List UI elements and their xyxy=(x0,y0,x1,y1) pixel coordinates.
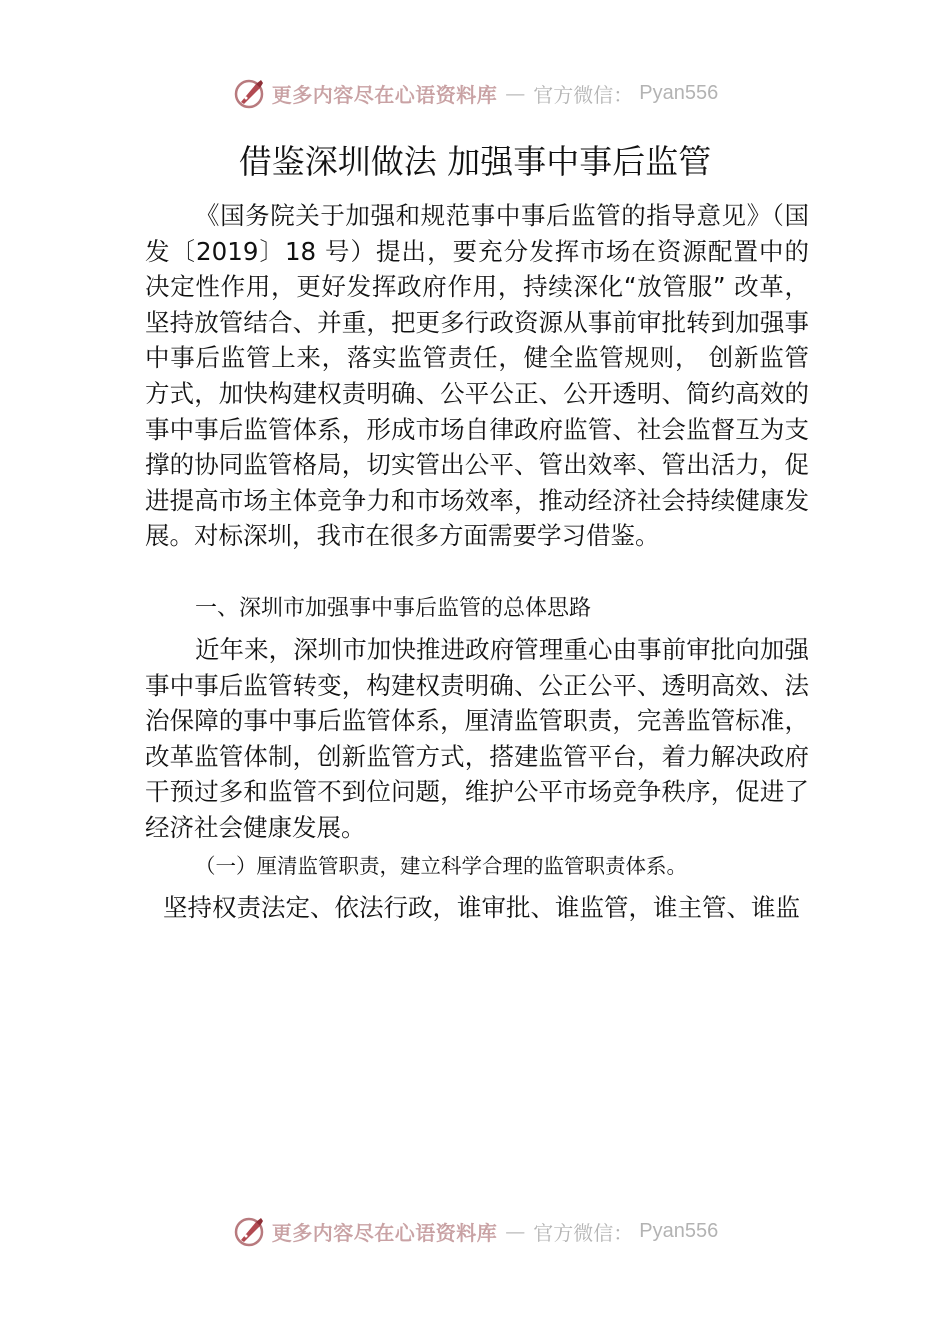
subsection-heading-1: （一）厘清监管职责，建立科学合理的监管职责体系。 xyxy=(195,854,687,878)
watermark-contact-id: Pyan556 xyxy=(639,1219,719,1242)
watermark-contact-label: 官方微信： xyxy=(533,1220,634,1245)
paragraph-responsibilities: 坚持权责法定、依法行政，谁审批、谁监管，谁主管、谁监 xyxy=(163,893,800,922)
header-watermark xyxy=(0,73,950,113)
pen-nib-logo-icon xyxy=(232,76,266,110)
watermark-contact-id: Pyan556 xyxy=(639,81,719,104)
watermark-separator: — xyxy=(505,1219,526,1243)
document-title: 借鉴深圳做法 加强事中事后监管 xyxy=(238,142,712,181)
paragraph-intro: 《国务院关于加强和规范事中事后监管的指导意见》（国发〔2019〕18 号）提出，要充分发挥市场在资源配置中的决定性作用，更好发挥政府作用，持续深化“放管服” 改革，坚持放管结合、并重，把更多行政资源从事前审批转到加强事中事后监管上来，落实监管责任，健全监管规则， 创新监管方式，加快构建权责明确、公平公正、公开透明、简约高效的事中事后监管体系，形成市场自律政府监管、社会监督互为支撑的协同监管格局，切实管出公平、管出效率、管出活力，促进提高市场主体竞争力和市场效率，推动经济社会持续健康发展。对标深圳，我市在很多方面需要学习借鉴。 xyxy=(145,201,809,551)
watermark-separator: — xyxy=(505,81,526,105)
section-heading-1: 一、深圳市加强事中事后监管的总体思路 xyxy=(195,596,592,621)
watermark-site-text: 更多内容尽在心语资料库 xyxy=(271,1220,498,1245)
paragraph-overview: 近年来，深圳市加快推进政府管理重心由事前审批向加强事中事后监管转变，构建权责明确、公正公平、透明高效、法治保障的事中事后监管体系，厘清监管职责，完善监管标准，改革监管体制，创新监管方式，搭建监管平台，着力解决政府干预过多和监管不到位问题，维护公平市场竞争秩序，促进了经济社会健康发展。 xyxy=(145,635,809,842)
watermark-site-text: 更多内容尽在心语资料库 xyxy=(271,82,498,107)
watermark-contact-label: 官方微信： xyxy=(533,82,634,107)
pen-nib-logo-icon xyxy=(232,1214,266,1248)
footer-watermark xyxy=(0,1211,950,1251)
